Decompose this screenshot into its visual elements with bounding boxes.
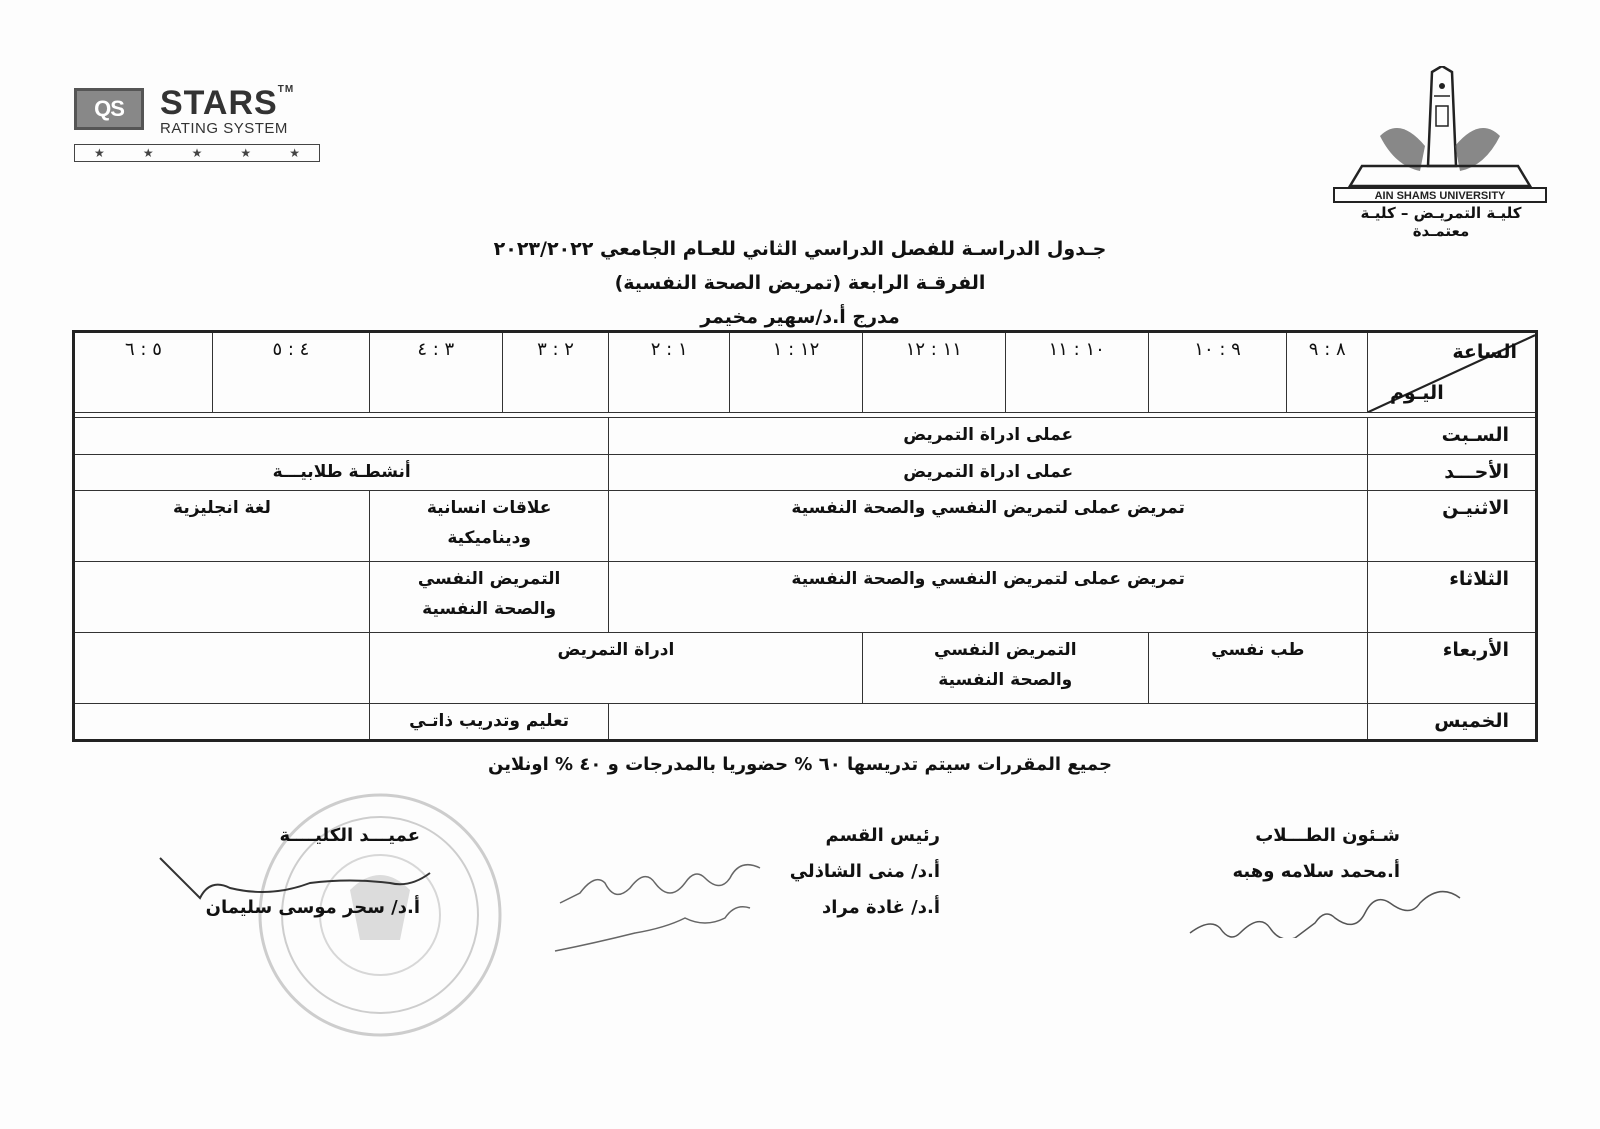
mon-relations-cell: علاقات انسانية وديناميكية <box>369 491 608 562</box>
time-slot: ١٢ : ١ <box>730 332 863 413</box>
time-slot: ١١ : ١٢ <box>862 332 1005 413</box>
tue-psych-cell: التمريض النفسي والصحة النفسية <box>369 561 608 632</box>
wed-psych-nursing-cell: التمريض النفسي والصحة النفسية <box>862 632 1148 703</box>
time-slot: ٨ : ٩ <box>1287 332 1367 413</box>
row-saturday <box>74 418 1537 454</box>
sun-afternoon-cell: أنشطـة طلابيـــة <box>74 454 609 490</box>
affairs-title: شـئون الطـــلاب <box>1255 825 1400 846</box>
day-thursday: الخميس <box>1367 703 1536 740</box>
schedule-title: جـدول الدراسـة للفصل الدراسي الثاني للعـام الجامعي ٢٠٢٣/٢٠٢٢ <box>493 238 1107 260</box>
document-titles <box>300 232 1300 334</box>
row-monday <box>74 491 1537 562</box>
qs-brand-word <box>160 84 294 123</box>
time-slot: ١ : ٢ <box>609 332 730 413</box>
wed-psychiatry-cell: طب نفسي <box>1148 632 1367 703</box>
time-slot: ٣ : ٤ <box>369 332 502 413</box>
qs-star-bar <box>74 144 320 162</box>
mon-morning-cell: تمريض عملى لتمريض النفسي والصحة النفسية <box>609 491 1368 562</box>
dean-title: عميـــد الكليــــة <box>279 825 420 846</box>
row-sunday <box>74 454 1537 490</box>
hour-label: الساعة <box>1452 341 1517 363</box>
qs-tm: TM <box>277 84 295 95</box>
department-head-signature <box>740 818 940 926</box>
mon-english-cell: لغة انجليزية <box>74 491 370 562</box>
qs-subtitle: RATING SYSTEM <box>160 120 288 137</box>
head-title: رئيس القسم <box>825 825 940 846</box>
time-slot: ٤ : ٥ <box>212 332 369 413</box>
ain-shams-university-logo <box>1330 66 1550 226</box>
header-corner-cell <box>1367 332 1536 413</box>
star-icon: ★ <box>191 146 203 160</box>
qs-box-mark: QS <box>74 88 144 130</box>
wed-afternoon-cell <box>74 632 370 703</box>
day-saturday: السـبت <box>1367 418 1536 454</box>
thu-morning-cell <box>609 703 1368 740</box>
affairs-handwritten-signature <box>1160 878 1470 938</box>
day-monday: الاثنيـن <box>1367 491 1536 562</box>
star-icon: ★ <box>240 146 252 160</box>
dean-handwritten-signature <box>150 848 450 908</box>
sat-morning-cell: عملى ادراة التمريض <box>609 418 1368 454</box>
head-name-2: أ.د/ غادة مراد <box>821 897 940 918</box>
dean-name: أ.د/ سحر موسى سليمان <box>205 897 420 918</box>
time-slot: ١٠ : ١١ <box>1005 332 1148 413</box>
time-slot: ٢ : ٣ <box>502 332 609 413</box>
affairs-name: أ.محمد سلامه وهبه <box>1232 861 1400 882</box>
head-name-1: أ.د/ منى الشاذلي <box>789 861 940 882</box>
star-icon: ★ <box>142 146 154 160</box>
wed-admin-cell: ادراة التمريض <box>369 632 862 703</box>
sun-morning-cell: عملى ادراة التمريض <box>609 454 1368 490</box>
qs-brand-text: STARS <box>160 84 278 122</box>
class-title: الفرقـة الرابعة (تمريض الصحة النفسية) <box>614 272 986 294</box>
hall-title: مدرج أ.د/سهير مخيمر <box>700 306 900 328</box>
time-header-row <box>74 332 1537 413</box>
day-sunday: الأحـــد <box>1367 454 1536 490</box>
day-label: اليـوم <box>1389 382 1444 405</box>
asu-logo-text: AIN SHAMS UNIVERSITY <box>1374 190 1506 202</box>
star-icon: ★ <box>289 146 300 160</box>
row-thursday <box>74 703 1537 740</box>
time-slot: ٩ : ١٠ <box>1148 332 1287 413</box>
star-icon: ★ <box>94 146 105 160</box>
qs-stars-logo <box>74 84 324 164</box>
faculty-caption: كليـة التمريـض – كليـة معتمـدة <box>1360 204 1522 240</box>
tue-morning-cell: تمريض عملى لتمريض النفسي والصحة النفسية <box>609 561 1368 632</box>
row-wednesday <box>74 632 1537 703</box>
head-handwritten-signature <box>530 848 770 958</box>
tue-afternoon-cell <box>74 561 370 632</box>
time-slot: ٥ : ٦ <box>74 332 213 413</box>
day-wednesday: الأربعاء <box>1367 632 1536 703</box>
thu-selflearning-cell: تعليم وتدريب ذاتـي <box>369 703 608 740</box>
day-tuesday: الثلاثاء <box>1367 561 1536 632</box>
row-tuesday <box>74 561 1537 632</box>
delivery-note: جميع المقررات سيتم تدريسها ٦٠ % حضوريا بالمدرجات و ٤٠ % اونلاين <box>488 754 1112 775</box>
sat-afternoon-cell <box>74 418 609 454</box>
schedule-table <box>72 330 1538 742</box>
thu-afternoon-cell <box>74 703 370 740</box>
